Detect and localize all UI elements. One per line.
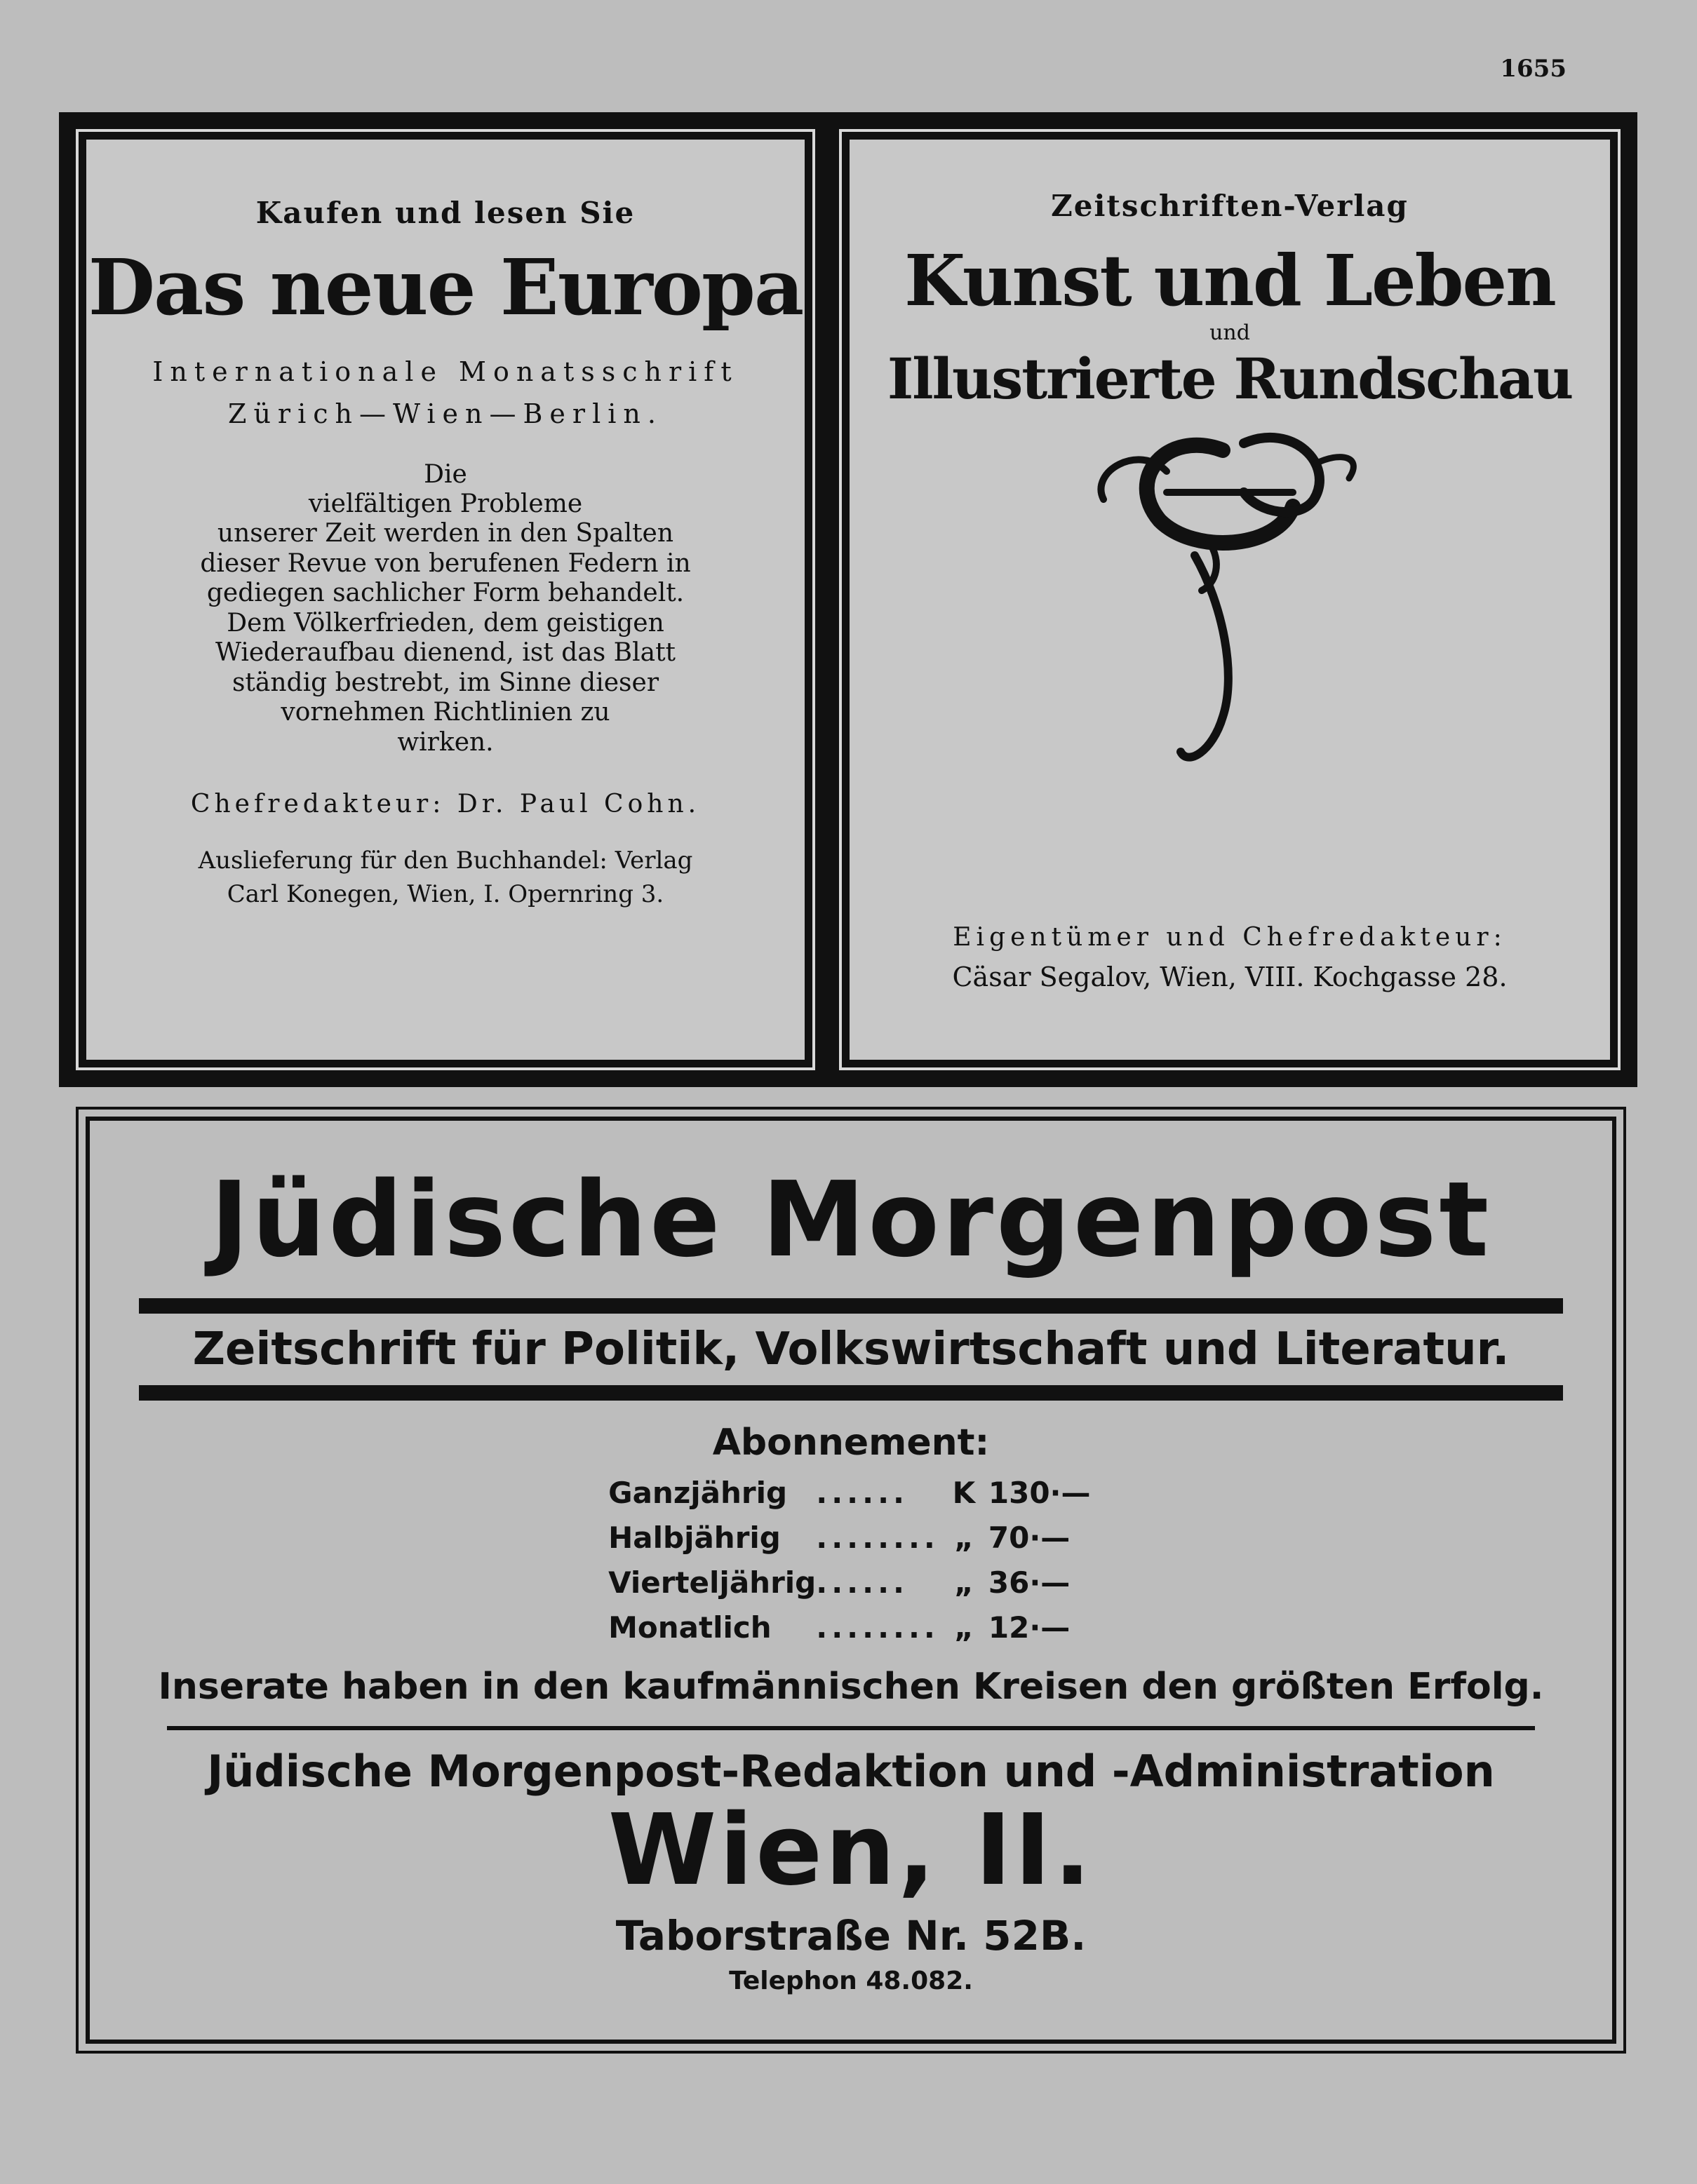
ad-left-distribution-2: Carl Konegen, Wien, I. Opernring 3. [227,880,664,909]
divider [139,1385,1563,1401]
price-label: Monatlich [608,1610,772,1645]
body-line: Die [424,459,467,489]
office-line: Jüdische Morgenpost-Redaktion und -Administration [207,1745,1495,1797]
price-amount: 12·— [988,1610,1071,1645]
ad-bottom-subtitle: Zeitschrift für Politik, Volkswirtschaft und Literatur. [192,1323,1510,1375]
body-line: dieser Revue von berufenen Federn in [200,548,691,578]
price-dots: ...... [816,1565,908,1600]
office-street: Taborstraße Nr. 52B. [615,1911,1087,1960]
price-row [608,1516,1094,1561]
ad-left-subtitle: Internationale Monatsschrift [152,356,739,387]
price-label: Ganzjährig [608,1476,788,1511]
ad-right-title-2: Illustrierte Rundschau [887,346,1573,412]
body-line: vornehmen Richtlinien zu [281,698,610,727]
ad-right-owner: Cäsar Segalov, Wien, VIII. Kochgasse 28. [952,962,1508,992]
ad-kunst-und-leben [822,112,1637,1087]
ad-left-content [83,136,808,1063]
ad-das-neue-europa [59,112,832,1087]
price-row [608,1605,1094,1650]
divider [167,1726,1535,1730]
price-dots: ...... [816,1476,908,1511]
price-amount: 70·— [988,1521,1071,1556]
ad-left-body [86,460,805,758]
ad-right-title-1: Kunst und Leben [904,239,1555,322]
monogram-ornament-icon [1082,422,1377,787]
ad-right-conjunction: und [1209,321,1250,345]
price-amount: 130·— [988,1476,1091,1511]
body-line: Wiederaufbau dienend, ist das Blatt [215,638,676,668]
price-currency: „ [954,1610,974,1645]
ad-left-intro: Kaufen und lesen Sie [255,196,636,230]
price-label: Vierteljährig [608,1565,817,1600]
ad-left-title: Das neue Europa [88,242,803,332]
price-currency: K [952,1476,976,1511]
office-phone: Telephon 48.082. [729,1966,973,1995]
ad-bottom-title: Jüdische Morgenpost [210,1159,1492,1280]
price-row [608,1561,1094,1605]
office-city: Wien, II. [608,1793,1094,1908]
body-line: unserer Zeit werden in den Spalten [217,519,674,548]
ad-left-editor: Chefredakteur: Dr. Paul Cohn. [190,790,701,819]
price-row [608,1471,1094,1516]
ad-juedische-morgenpost [76,1107,1626,2054]
body-line: wirken. [397,727,494,757]
price-label: Halbjährig [608,1521,781,1556]
ad-right-owner-label: Eigentümer und Chefredakteur: [953,923,1507,952]
price-dots: ........ [816,1521,939,1556]
ad-note: Inserate haben in den kaufmännischen Kreisen den größten Erfolg. [158,1665,1544,1708]
ad-right-publisher: Zeitschriften-Verlag [1051,189,1409,223]
ad-left-cities: Zürich—Wien—Berlin. [228,398,663,429]
ad-right-content [846,136,1614,1063]
body-line: vielfältigen Probleme [308,489,583,518]
price-currency: „ [954,1565,974,1600]
price-amount: 36·— [988,1565,1071,1600]
body-line: ständig bestrebt, im Sinne dieser [232,668,659,697]
page-number: 1655 [1500,55,1567,83]
price-dots: ........ [816,1610,939,1645]
subscription-title: Abonnement: [712,1421,990,1464]
divider [139,1298,1563,1314]
body-line: Dem Völkerfrieden, dem geistigen [227,608,664,638]
price-table [608,1471,1094,1650]
ad-left-distribution-1: Auslieferung für den Buchhandel: Verlag [198,847,693,875]
body-line: gediegen sachlicher Form behandelt. [206,579,685,608]
price-currency: „ [954,1521,974,1556]
